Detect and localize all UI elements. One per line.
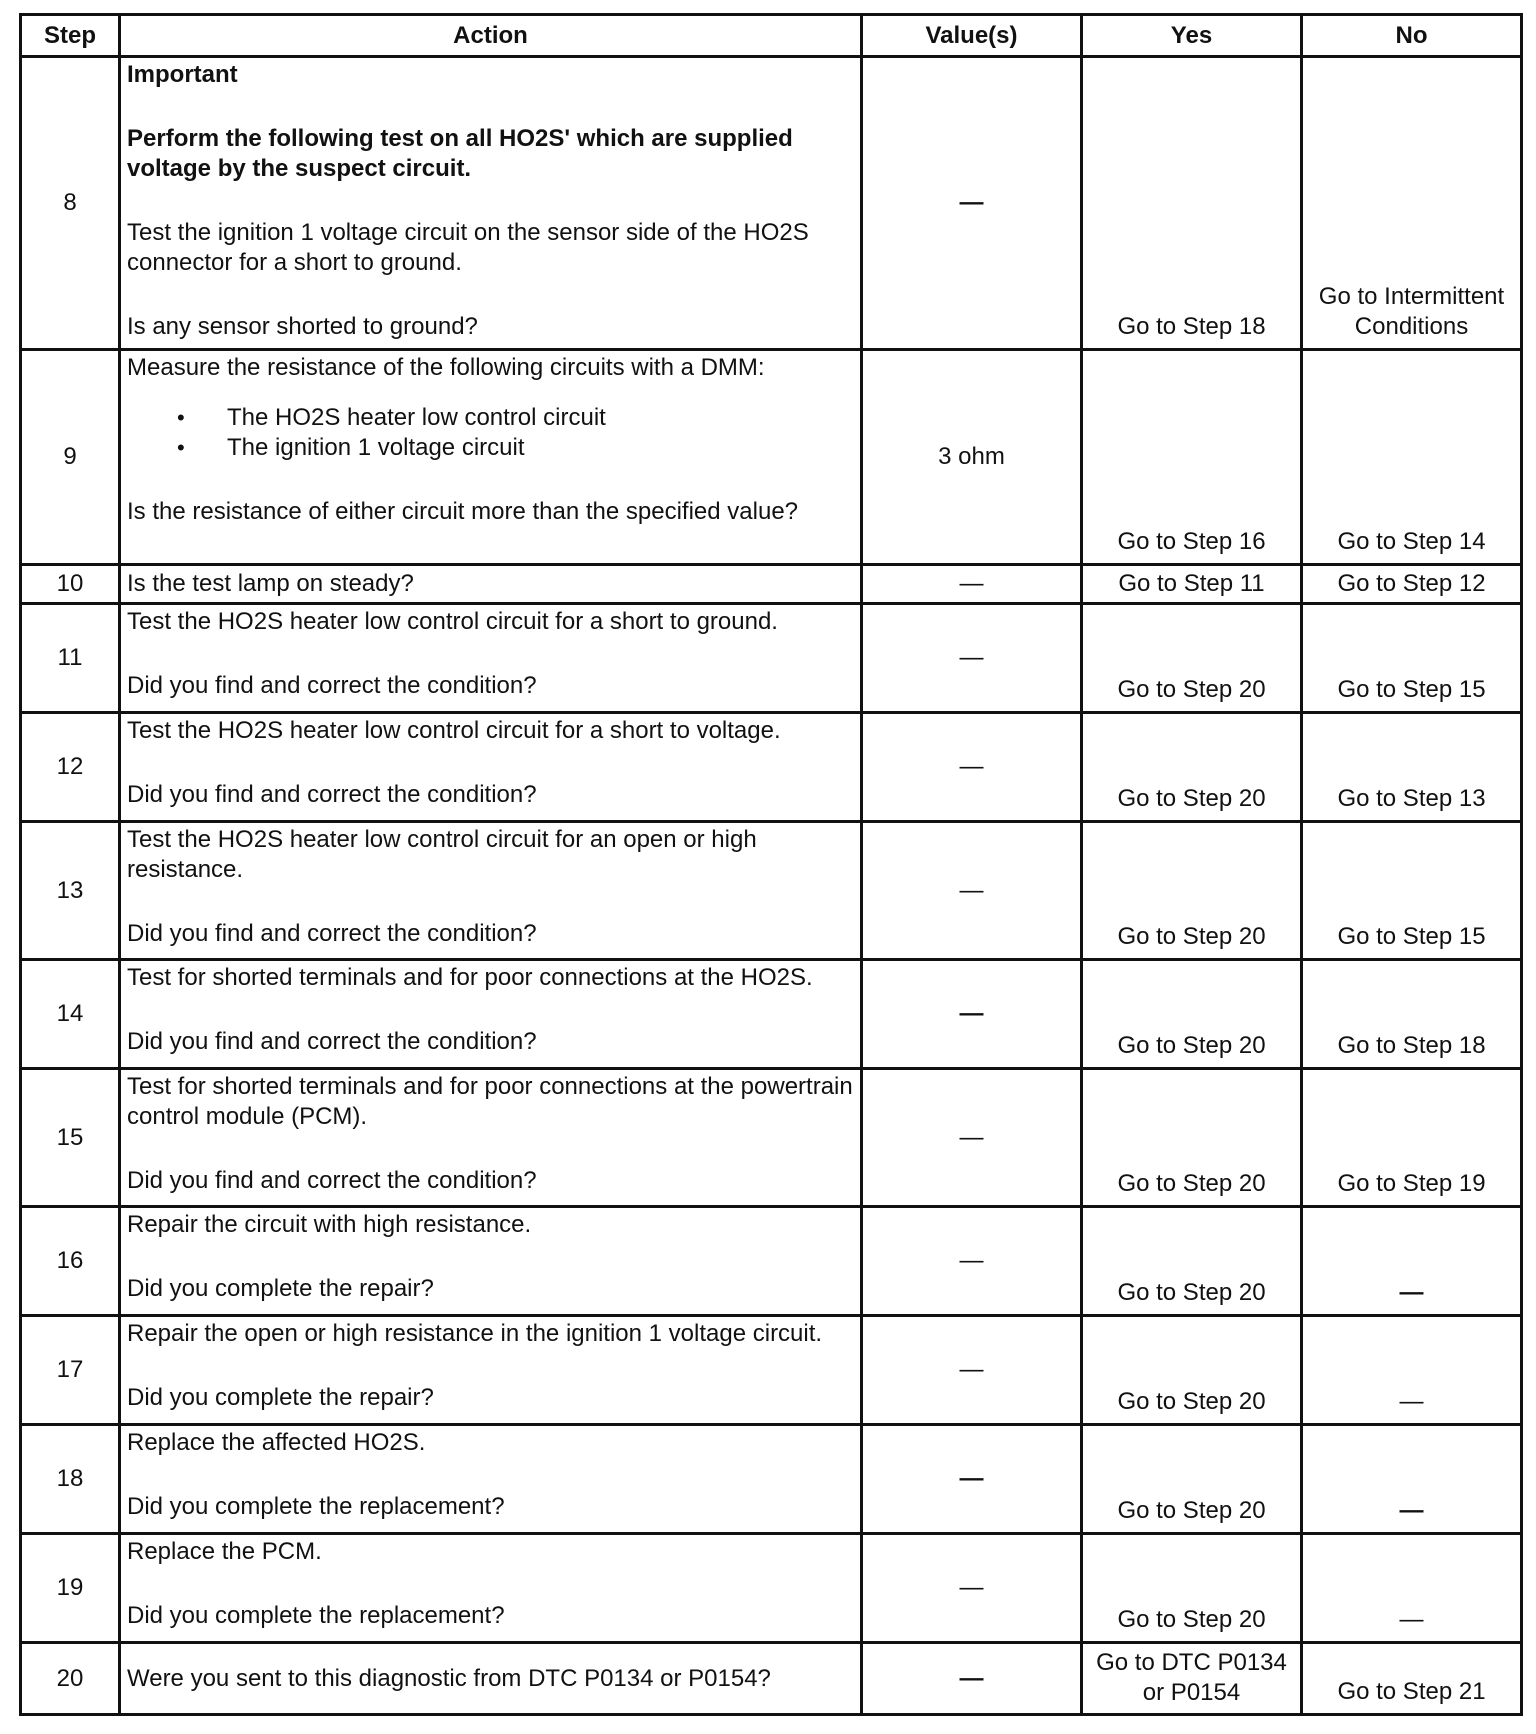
value-cell: — (862, 1069, 1082, 1207)
bullet-list (127, 403, 854, 463)
list-item: • The HO2S heater low control circuit (127, 403, 854, 433)
yes-cell: Go to Step 20 (1082, 604, 1302, 713)
step-number: 8 (21, 57, 120, 350)
no-cell: Go to Step 12 (1302, 565, 1522, 604)
no-cell: Go to Step 19 (1302, 1069, 1522, 1207)
question-text: Did you find and correct the condition? (127, 781, 537, 808)
action-text: Replace the PCM. (127, 1538, 322, 1565)
action-cell (120, 822, 862, 960)
action-cell (120, 350, 862, 565)
action-cell (120, 1069, 862, 1207)
header-yes: Yes (1082, 15, 1302, 57)
action-text: Repair the circuit with high resistance. (127, 1211, 532, 1238)
question-text: Is the resistance of either circuit more than the specified value? (127, 498, 799, 525)
question-text: Did you complete the replacement? (127, 1493, 505, 1520)
value-cell: 3 ohm (862, 350, 1082, 565)
header-action: Action (120, 15, 862, 57)
yes-cell (1082, 1643, 1302, 1715)
header-step: Step (21, 15, 120, 57)
question-text: Did you find and correct the condition? (127, 920, 537, 947)
question-text: Is any sensor shorted to ground? (127, 313, 478, 340)
step-number: 14 (21, 960, 120, 1069)
question-text: Did you complete the replacement? (127, 1602, 505, 1629)
action-cell (120, 604, 862, 713)
no-cell: Go to Step 18 (1302, 960, 1522, 1069)
no-line-1: Go to Intermittent (1318, 283, 1505, 310)
table-row (21, 565, 1522, 604)
yes-cell: Go to Step 16 (1082, 350, 1302, 565)
table-row (21, 1643, 1522, 1715)
table-row (21, 1425, 1522, 1534)
yes-cell: Go to Step 11 (1082, 565, 1302, 604)
header-no: No (1302, 15, 1522, 57)
action-cell (120, 960, 862, 1069)
table-row (21, 1316, 1522, 1425)
action-cell (120, 57, 862, 350)
action-text: Test the HO2S heater low control circuit for a short to voltage. (127, 717, 781, 744)
step-number: 10 (21, 565, 120, 604)
no-cell (1302, 57, 1522, 350)
step-number: 16 (21, 1207, 120, 1316)
no-cell: — (1302, 1316, 1522, 1425)
value-cell: — (862, 713, 1082, 822)
value-cell: — (862, 565, 1082, 604)
question-text: Did you complete the repair? (127, 1275, 434, 1302)
question-text: Were you sent to this diagnostic from DTC P0134 or P0154? (120, 1643, 862, 1715)
table-row (21, 57, 1522, 350)
step-number: 18 (21, 1425, 120, 1534)
no-cell: Go to Step 15 (1302, 604, 1522, 713)
question-text: Did you find and correct the condition? (127, 1167, 537, 1194)
action-text: Test for shorted terminals and for poor connections at the HO2S. (127, 964, 813, 991)
action-text: Replace the affected HO2S. (127, 1429, 426, 1456)
no-cell: — (1302, 1207, 1522, 1316)
yes-cell: Go to Step 20 (1082, 1069, 1302, 1207)
action-text: Test for shorted terminals and for poor connections at the powertrain control module (PCM). (127, 1073, 853, 1130)
step-number: 20 (21, 1643, 120, 1715)
step-number: 17 (21, 1316, 120, 1425)
value-cell: — (862, 57, 1082, 350)
step-number: 12 (21, 713, 120, 822)
no-line-2: Conditions (1354, 313, 1469, 340)
value-cell: — (862, 604, 1082, 713)
value-cell: — (862, 1425, 1082, 1534)
no-cell: Go to Step 21 (1302, 1643, 1522, 1715)
action-cell (120, 1534, 862, 1643)
diagnostic-table (19, 13, 1523, 1716)
step-number: 9 (21, 350, 120, 565)
action-text: Repair the open or high resistance in the ignition 1 voltage circuit. (127, 1320, 823, 1347)
action-cell (120, 713, 862, 822)
step-number: 15 (21, 1069, 120, 1207)
yes-cell: Go to Step 20 (1082, 1207, 1302, 1316)
question-text: Did you complete the repair? (127, 1384, 434, 1411)
yes-line-1: Go to DTC P0134 (1096, 1648, 1287, 1676)
table-row (21, 350, 1522, 565)
step-number: 11 (21, 604, 120, 713)
table-row (21, 960, 1522, 1069)
header-values: Value(s) (862, 15, 1082, 57)
table-row (21, 604, 1522, 713)
table-row (21, 1207, 1522, 1316)
important-label: Important (127, 61, 238, 88)
action-text: Test the ignition 1 voltage circuit on the sensor side of the HO2S connector for a short to ground. (127, 219, 809, 276)
no-cell: — (1302, 1534, 1522, 1643)
question-text: Is the test lamp on steady? (120, 565, 862, 604)
important-text: Perform the following test on all HO2S' which are supplied voltage by the suspect circuit. (127, 125, 793, 182)
value-cell: — (862, 822, 1082, 960)
table-row (21, 1534, 1522, 1643)
no-cell: — (1302, 1425, 1522, 1534)
yes-cell: Go to Step 20 (1082, 1534, 1302, 1643)
list-item: • The ignition 1 voltage circuit (127, 433, 854, 463)
action-text: Test the HO2S heater low control circuit for a short to ground. (127, 608, 778, 635)
step-number: 19 (21, 1534, 120, 1643)
question-text: Did you find and correct the condition? (127, 1028, 537, 1055)
action-cell (120, 1207, 862, 1316)
header-row (21, 15, 1522, 57)
step-number: 13 (21, 822, 120, 960)
action-text: Test the HO2S heater low control circuit for an open or high resistance. (127, 826, 757, 883)
yes-cell: Go to Step 20 (1082, 822, 1302, 960)
value-cell: — (862, 960, 1082, 1069)
value-cell: — (862, 1534, 1082, 1643)
no-cell: Go to Step 14 (1302, 350, 1522, 565)
yes-line-2: or P0154 (1142, 1678, 1241, 1706)
no-cell: Go to Step 13 (1302, 713, 1522, 822)
action-cell (120, 1425, 862, 1534)
no-cell: Go to Step 15 (1302, 822, 1522, 960)
value-cell: — (862, 1643, 1082, 1715)
yes-cell: Go to Step 18 (1082, 57, 1302, 350)
table-row (21, 822, 1522, 960)
yes-cell: Go to Step 20 (1082, 960, 1302, 1069)
value-cell: — (862, 1207, 1082, 1316)
yes-cell: Go to Step 20 (1082, 713, 1302, 822)
table-row (21, 713, 1522, 822)
question-text: Did you find and correct the condition? (127, 672, 537, 699)
value-cell: — (862, 1316, 1082, 1425)
yes-cell: Go to Step 20 (1082, 1425, 1302, 1534)
action-cell (120, 1316, 862, 1425)
action-text: Measure the resistance of the following circuits with a DMM: (127, 354, 765, 381)
table-row (21, 1069, 1522, 1207)
yes-cell: Go to Step 20 (1082, 1316, 1302, 1425)
